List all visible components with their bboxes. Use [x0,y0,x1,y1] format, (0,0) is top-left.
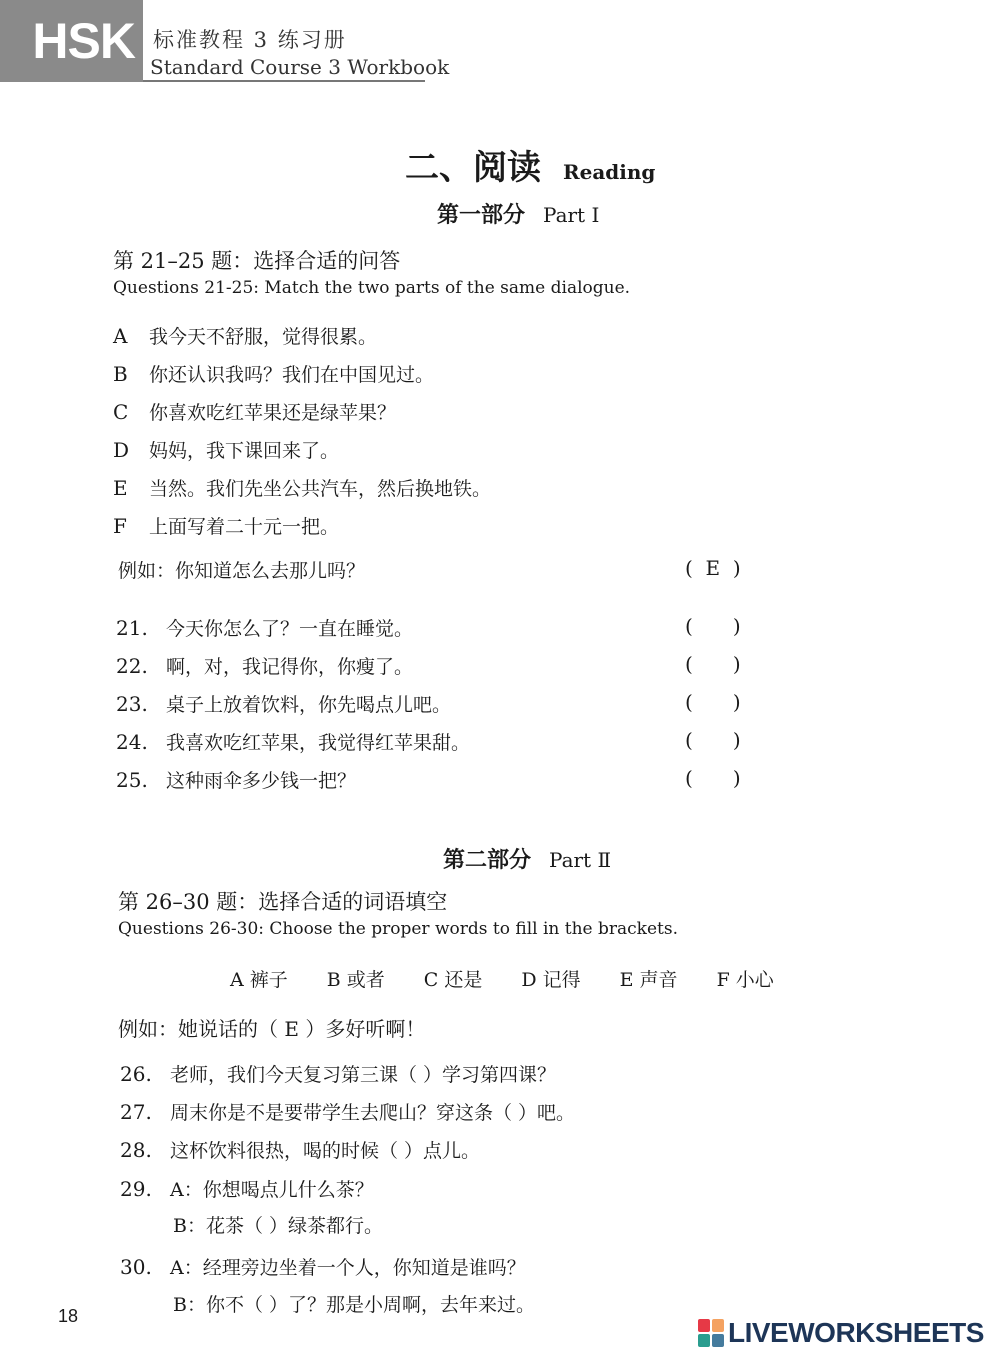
option-letter: E [113,476,128,500]
question-text: 周末你是不是要带学生去爬山？穿这条（ ）吧。 [170,1102,576,1124]
part2-title-cn: 第二部分 [443,847,532,873]
liveworksheets-watermark [698,1318,984,1348]
question-27 [120,1098,575,1125]
section-title [405,140,655,189]
liveworksheets-text: LIVEWORKSHEETS [728,1317,984,1348]
part1-title-en: Part Ⅰ [543,203,600,227]
part2-example: 例如：她说话的（ E ）多好听啊！ [118,1017,426,1041]
option-c [113,398,396,425]
option-text: 妈妈，我下课回来了。 [149,440,340,462]
word-option: C 还是 [423,969,483,991]
option-e [113,474,491,501]
question-23 [116,690,451,717]
question-number: 30. [120,1255,152,1279]
section-title-cn: 二、阅读 [405,148,541,188]
word-option: D 记得 [521,969,581,991]
option-letter: D [113,438,130,462]
question-text: A：经理旁边坐着一个人，你知道是谁吗？ [170,1257,526,1279]
option-text: 你喜欢吃红苹果还是绿苹果？ [149,402,397,424]
word-option: E 声音 [619,969,678,991]
question-text: 老师，我们今天复习第三课（ ）学习第四课？ [170,1064,557,1086]
option-text: 你还认识我吗？我们在中国见过。 [149,364,435,386]
option-letter: B [113,362,128,386]
part1-example: 例如：你知道怎么去那儿吗？ [118,560,366,582]
question-number: 26. [120,1062,152,1086]
question-number: 29. [120,1177,152,1201]
part1-title-cn: 第一部分 [437,202,526,228]
part2-instruction-en: Questions 26-30: Choose the proper words to fill in the brackets. [118,919,678,939]
question-26 [120,1060,556,1087]
answer-22-input[interactable]: ( ) [685,652,741,676]
book-title-cn: 标准教程 3 练习册 [153,28,347,52]
option-letter: F [113,514,127,538]
question-29-line2: B：花茶（ ）绿茶都行。 [173,1215,384,1237]
part1-instruction-en: Questions 21-25: Match the two parts of the same dialogue. [113,278,631,298]
word-option: F 小心 [716,969,774,991]
part2-instruction-cn: 第 26–30 题：选择合适的词语填空 [118,890,448,914]
book-title-en: Standard Course 3 Workbook [150,55,450,79]
question-30 [120,1253,526,1280]
option-f [113,512,339,539]
part1-title [437,198,599,229]
option-letter: A [113,324,128,348]
answer-25-input[interactable]: ( ) [685,766,741,790]
word-option: B 或者 [326,969,385,991]
page-number: 18 [58,1306,79,1326]
option-letter: C [113,400,129,424]
option-a [113,322,377,349]
question-text: 我喜欢吃红苹果，我觉得红苹果甜。 [166,732,471,754]
question-text: 桌子上放着饮料，你先喝点儿吧。 [166,694,452,716]
question-number: 21. [116,616,148,640]
question-number: 28. [120,1138,152,1162]
answer-24-input[interactable]: ( ) [685,728,741,752]
question-text: 今天你怎么了？一直在睡觉。 [166,618,414,640]
word-bank [230,965,774,992]
question-number: 22. [116,654,148,678]
option-text: 当然。我们先坐公共汽车，然后换地铁。 [149,478,492,500]
header-underline [143,80,425,82]
question-30-line2: B：你不（ ）了？那是小周啊，去年来过。 [173,1294,536,1316]
question-21 [116,614,413,641]
question-25 [116,766,356,793]
question-text: 这种雨伞多少钱一把？ [166,770,357,792]
question-text: 这杯饮料很热，喝的时候（ ）点儿。 [170,1140,481,1162]
question-number: 25. [116,768,148,792]
option-d [113,436,339,463]
word-option: A 裤子 [230,969,288,991]
part2-title-en: Part Ⅱ [549,848,612,872]
liveworksheets-logo-icon [698,1319,724,1347]
hsk-logo: HSK [0,0,143,82]
example-answer-letter: E [705,556,721,580]
book-header [0,0,450,82]
example-answer: ( E ) [685,556,741,580]
option-text: 上面写着二十元一把。 [149,516,340,538]
option-b [113,360,434,387]
option-text: 我今天不舒服，觉得很累。 [149,326,378,348]
question-24 [116,728,470,755]
part1-instruction-cn: 第 21–25 题：选择合适的问答 [113,249,401,273]
answer-23-input[interactable]: ( ) [685,690,741,714]
question-number: 23. [116,692,148,716]
question-number: 27. [120,1100,152,1124]
question-text: A：你想喝点儿什么茶？ [170,1179,374,1201]
question-number: 24. [116,730,148,754]
answer-21-input[interactable]: ( ) [685,614,741,638]
part2-title [443,843,611,874]
question-22 [116,652,413,679]
question-text: 啊，对，我记得你，你瘦了。 [166,656,414,678]
question-28 [120,1136,480,1163]
section-title-en: Reading [563,160,656,184]
question-29 [120,1175,374,1202]
